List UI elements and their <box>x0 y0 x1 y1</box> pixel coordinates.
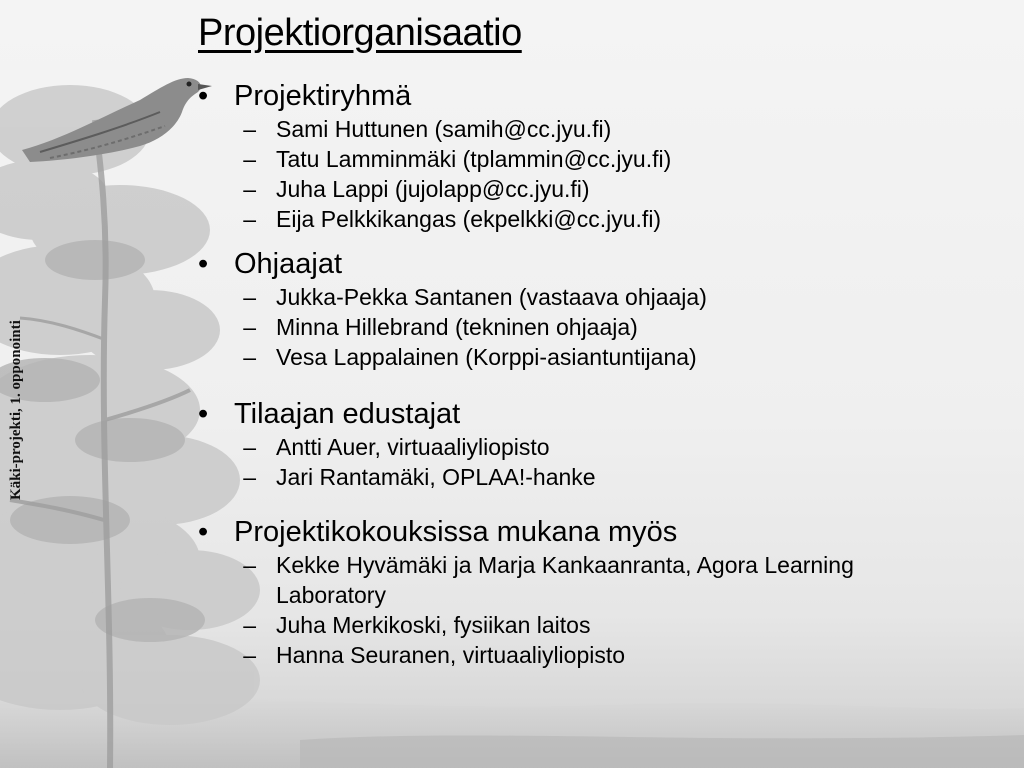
list-item: – Minna Hillebrand (tekninen ohjaaja) <box>196 312 956 342</box>
bullet-icon: • <box>198 80 209 112</box>
list-item: – Jari Rantamäki, OPLAA!-hanke <box>196 462 956 492</box>
section-heading <box>196 78 956 114</box>
dash-icon: – <box>243 314 256 340</box>
section-ohjaajat <box>196 246 956 372</box>
list-item: – Sami Huttunen (samih@cc.jyu.fi) <box>196 114 956 144</box>
item-list <box>196 432 956 492</box>
section-heading <box>196 514 956 550</box>
section-projektikokouksissa <box>196 514 956 670</box>
bullet-icon: • <box>198 516 209 548</box>
dash-icon: – <box>243 552 256 578</box>
list-item: – Jukka-Pekka Santanen (vastaava ohjaaja) <box>196 282 956 312</box>
section-projektiryhma <box>196 78 956 234</box>
list-item: – Kekke Hyvämäki ja Marja Kankaanranta, Agora Learning Laboratory <box>196 550 956 610</box>
dash-icon: – <box>243 612 256 638</box>
section-tilaajan-edustajat <box>196 396 956 492</box>
bullet-icon: • <box>198 248 209 280</box>
dash-icon: – <box>243 206 256 232</box>
section-heading-text: Tilaajan edustajat <box>234 398 461 430</box>
dash-icon: – <box>243 642 256 668</box>
list-item: – Antti Auer, virtuaaliyliopisto <box>196 432 956 462</box>
list-item: – Tatu Lamminmäki (tplammin@cc.jyu.fi) <box>196 144 956 174</box>
list-item: – Eija Pelkkikangas (ekpelkki@cc.jyu.fi) <box>196 204 956 234</box>
section-heading-text: Projektiryhmä <box>234 80 412 112</box>
section-heading <box>196 396 956 432</box>
item-list <box>196 114 956 234</box>
item-list <box>196 550 956 670</box>
list-item: – Juha Merkikoski, fysiikan laitos <box>196 610 956 640</box>
dash-icon: – <box>243 176 256 202</box>
section-heading-text: Projektikokouksissa mukana myös <box>234 516 678 548</box>
item-list <box>196 282 956 372</box>
dash-icon: – <box>243 116 256 142</box>
dash-icon: – <box>243 146 256 172</box>
section-heading <box>196 246 956 282</box>
dash-icon: – <box>243 464 256 490</box>
bullet-icon: • <box>198 398 209 430</box>
slide-content <box>196 78 956 670</box>
list-item: – Hanna Seuranen, virtuaaliyliopisto <box>196 640 956 670</box>
list-item: – Juha Lappi (jujolapp@cc.jyu.fi) <box>196 174 956 204</box>
slide-title: Projektiorganisaatio <box>198 12 522 54</box>
section-heading-text: Ohjaajat <box>234 248 343 280</box>
dash-icon: – <box>243 344 256 370</box>
side-label: Käki-projekti, 1. opponointi <box>8 320 24 500</box>
dash-icon: – <box>243 434 256 460</box>
dash-icon: – <box>243 284 256 310</box>
list-item: – Vesa Lappalainen (Korppi-asiantuntijana) <box>196 342 956 372</box>
